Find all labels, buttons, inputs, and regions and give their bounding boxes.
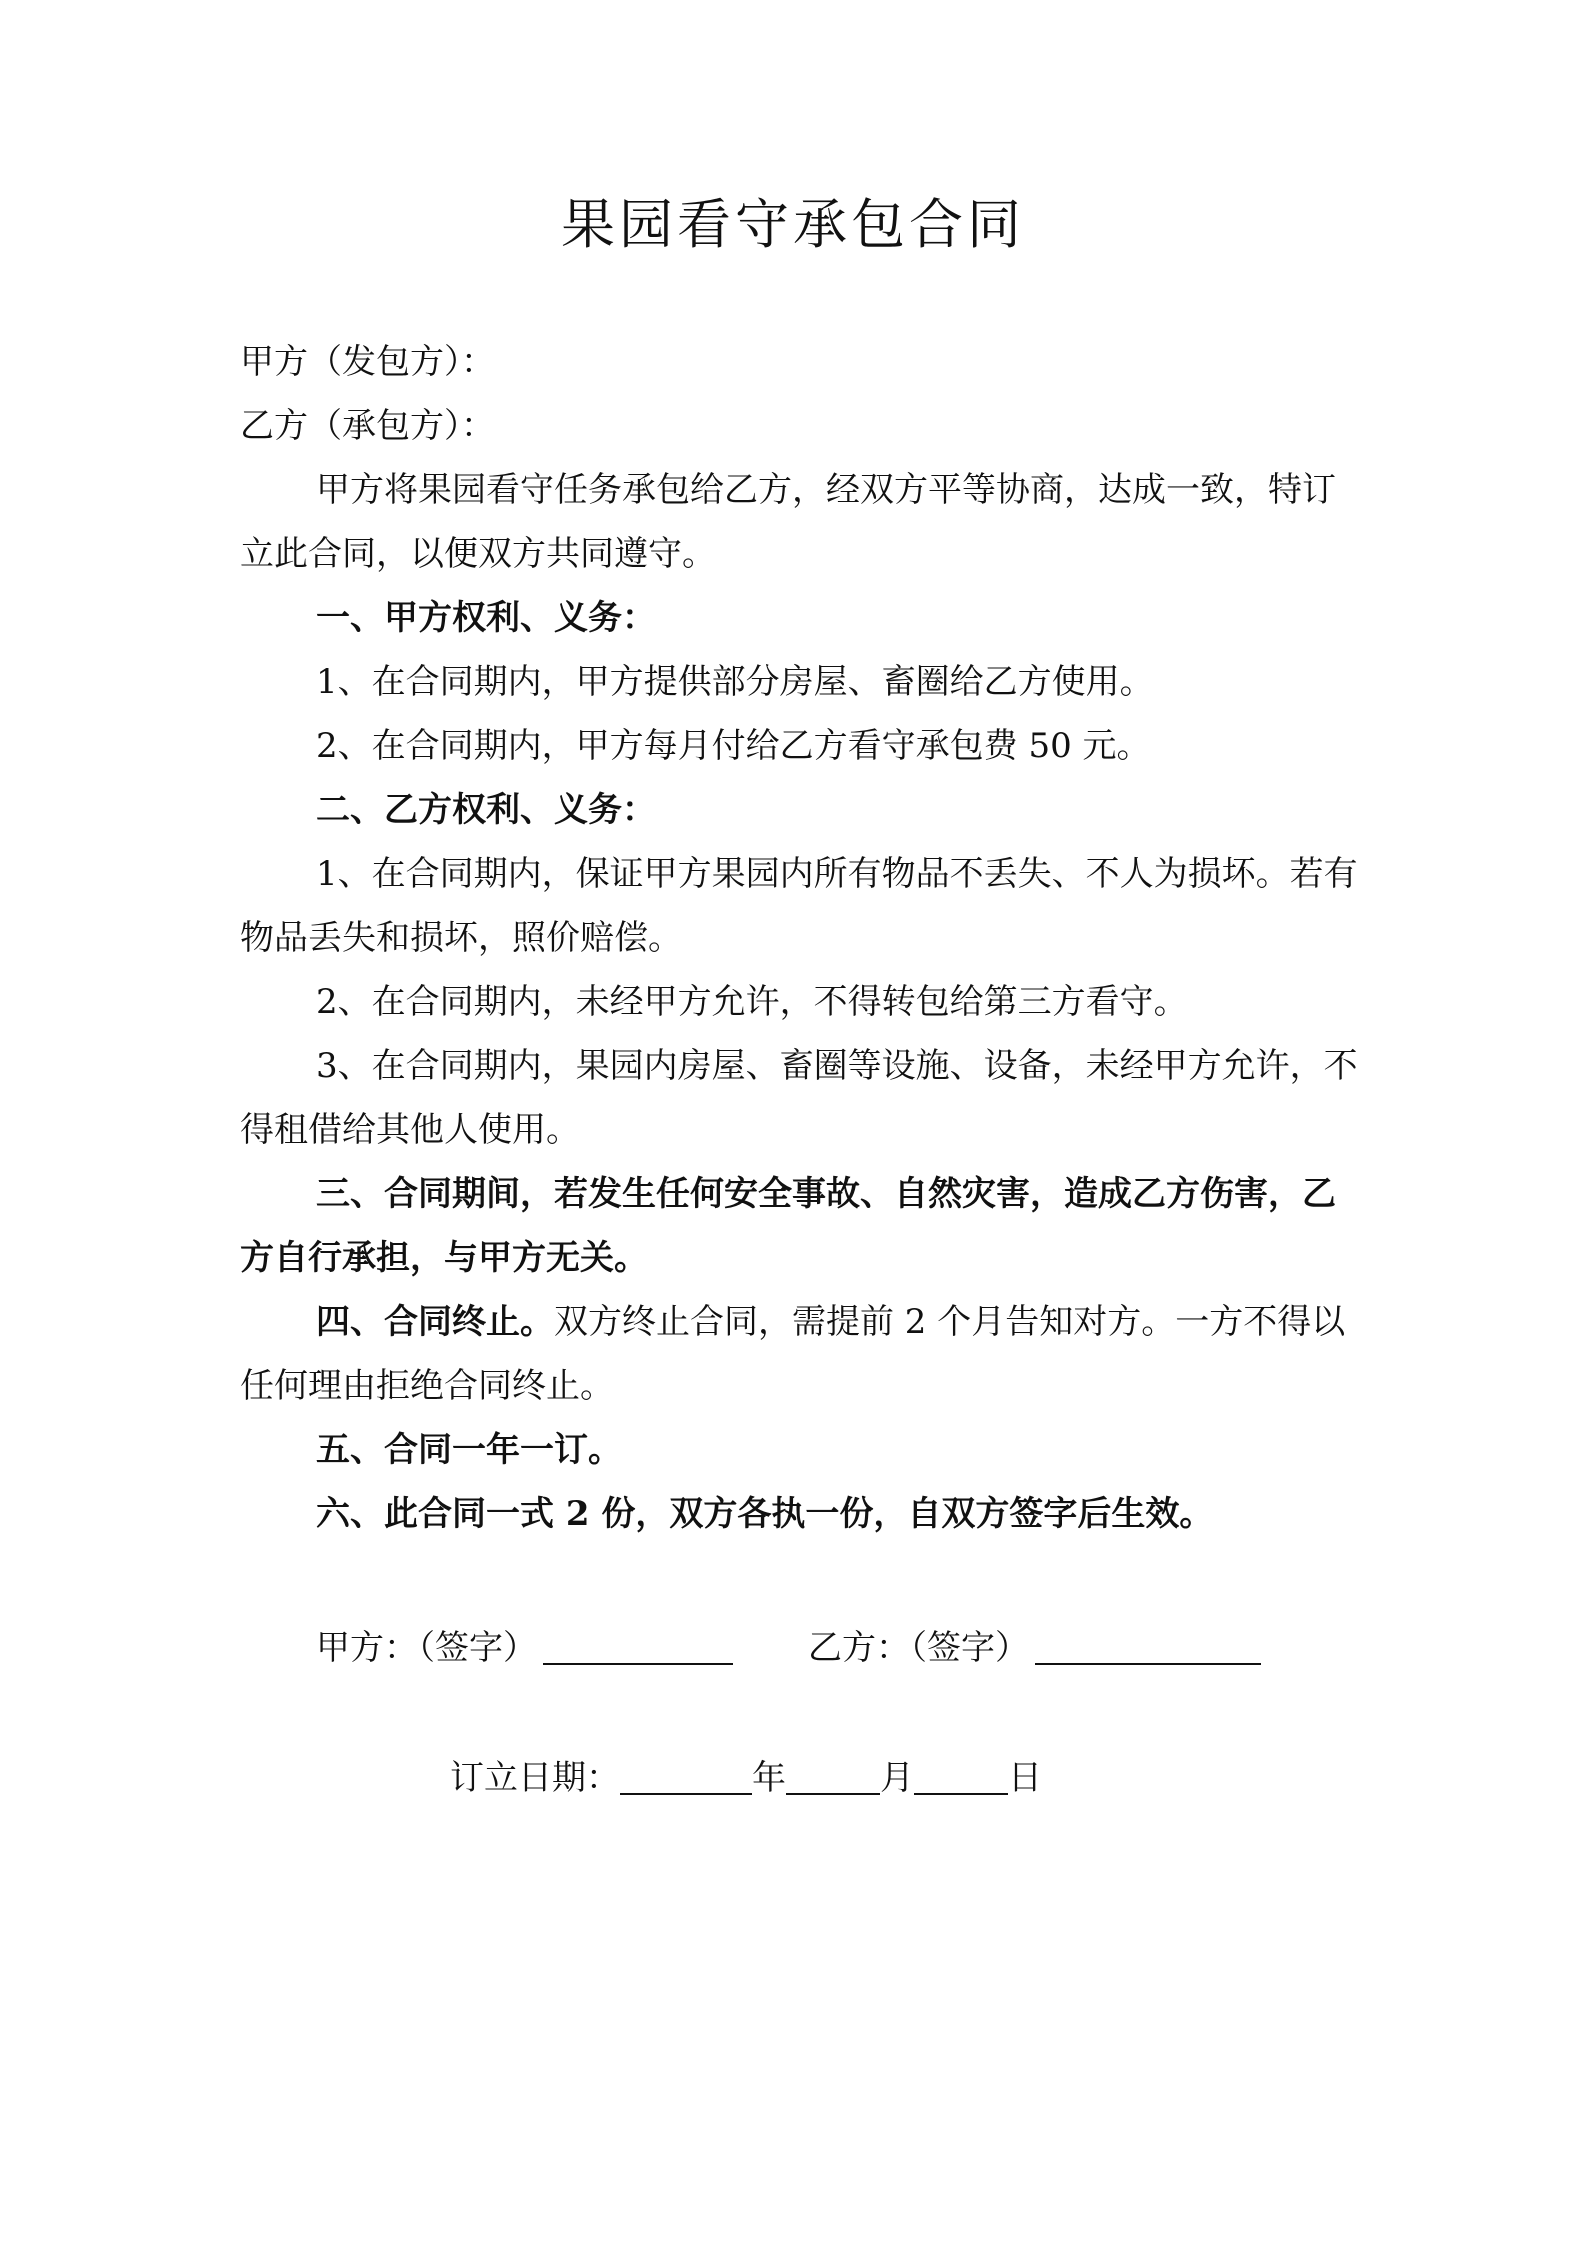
date-line — [450, 1753, 1042, 1803]
section1-item1: 1、在合同期内，甲方提供部分房屋、畜圈给乙方使用。 — [316, 662, 1154, 702]
section4-heading: 四、合同终止。 — [316, 1302, 554, 1342]
intro-paragraph: 甲方将果园看守任务承包给乙方，经双方平等协商，达成一致，特订立此合同，以便双方共同遵守。 — [240, 470, 1336, 574]
contract-body — [240, 330, 1360, 1546]
date-label: 订立日期： — [450, 1758, 620, 1798]
month-label: 月 — [880, 1758, 914, 1798]
section2-item3: 3、在合同期内，果园内房屋、畜圈等设施、设备，未经甲方允许，不得租借给其他人使用。 — [240, 1046, 1358, 1150]
section2-item1: 1、在合同期内，保证甲方果园内所有物品不丢失、不人为损坏。若有物品丢失和损坏，照价赔偿。 — [240, 854, 1358, 958]
section3-paragraph: 三、合同期间，若发生任何安全事故、自然灾害，造成乙方伤害，乙方自行承担，与甲方无关。 — [240, 1174, 1336, 1278]
year-label: 年 — [752, 1758, 786, 1798]
party-b-line: 乙方（承包方）： — [240, 406, 495, 446]
party-a-signature — [316, 1623, 733, 1673]
month-blank — [786, 1757, 880, 1795]
section6-paragraph: 六、此合同一式 2 份，双方各执一份，自双方签字后生效。 — [316, 1494, 1214, 1534]
section1-heading: 一、甲方权利、义务： — [316, 598, 656, 638]
party-a-sign-blank — [543, 1627, 733, 1665]
section4-text: 双方终止合同，需提前 2 个月告知对方。一方不得以任何理由拒绝合同终止。 — [240, 1302, 1346, 1406]
section5-paragraph: 五、合同一年一订。 — [316, 1430, 622, 1470]
document-title: 果园看守承包合同 — [561, 193, 1025, 256]
section4-paragraph — [240, 1290, 1360, 1418]
section1-item2: 2、在合同期内，甲方每月付给乙方看守承包费 50 元。 — [316, 726, 1151, 766]
party-b-sign-label: 乙方：（签字） — [808, 1628, 1029, 1668]
party-a-line: 甲方（发包方）： — [240, 342, 495, 382]
year-blank — [620, 1757, 752, 1795]
day-label: 日 — [1008, 1758, 1042, 1798]
party-b-signature — [808, 1623, 1261, 1673]
day-blank — [914, 1757, 1008, 1795]
party-b-sign-blank — [1035, 1627, 1261, 1665]
section2-item2: 2、在合同期内，未经甲方允许，不得转包给第三方看守。 — [316, 982, 1188, 1022]
section2-heading: 二、乙方权利、义务： — [316, 790, 656, 830]
party-a-sign-label: 甲方：（签字） — [316, 1628, 537, 1668]
